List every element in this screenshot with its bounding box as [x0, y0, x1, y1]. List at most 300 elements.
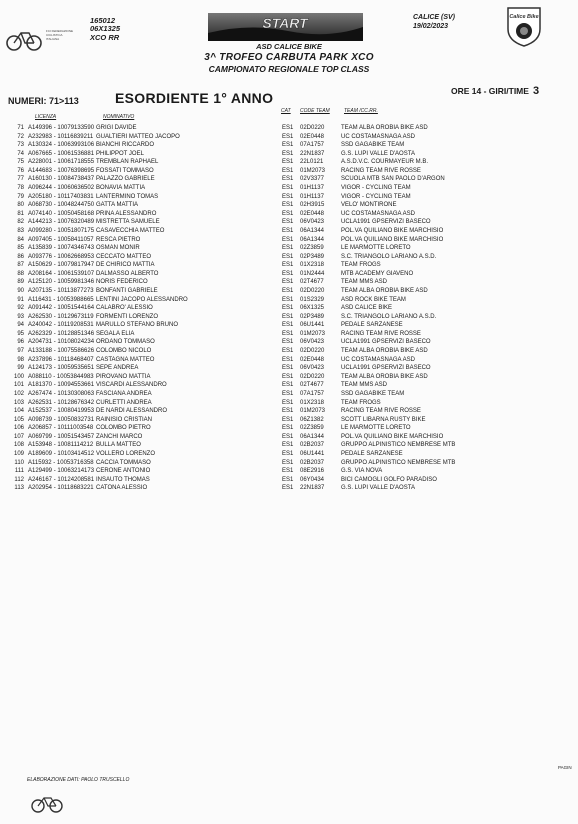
- bib-number: 103: [13, 399, 24, 406]
- team-name: SCOTT LIBARNA RUSTY BIKE: [341, 416, 426, 423]
- bib-number: 95: [17, 330, 24, 337]
- table-row: [0, 167, 578, 176]
- category-code: ES1: [282, 253, 294, 260]
- bib-number: 74: [17, 150, 24, 157]
- licence-code: A069799 - 10051543457: [28, 433, 95, 440]
- category-code: ES1: [282, 193, 294, 200]
- licence-code: A124173 - 10059535651: [28, 365, 95, 372]
- rider-name: BONFANTI GABRIELE: [96, 287, 158, 294]
- start-banner-text: START: [262, 15, 308, 31]
- table-row: [0, 321, 578, 330]
- team-code: 02V3377: [300, 176, 325, 183]
- team-name: TEAM MMS ASD: [341, 279, 388, 286]
- rider-name: MARULLO STEFANO BRUNO: [96, 322, 179, 329]
- licence-code: A228001 - 10061718555: [28, 159, 95, 166]
- rider-name: RAINISIO CRISTIAN: [96, 416, 153, 423]
- bib-number: 111: [14, 468, 24, 475]
- column-header-team: TEAM /CC.RR.: [344, 108, 378, 114]
- team-name: TEAM ALBA OROBIA BIKE ASD: [341, 125, 428, 131]
- licence-code: A202954 - 10118683221: [28, 485, 94, 492]
- team-code: 02B2037: [300, 442, 325, 449]
- team-name: G.S. VIA NOVA: [341, 468, 383, 475]
- bib-number: 79: [17, 193, 24, 200]
- team-code: 22N1837: [300, 150, 325, 157]
- bib-number: 84: [17, 236, 24, 243]
- rider-name: VISCARDI ALESSANDRO: [96, 382, 167, 389]
- category-title: ESORDIENTE 1° ANNO: [115, 90, 274, 106]
- team-code: 01M2073: [300, 167, 326, 174]
- rider-name: BULLA MATTEO: [96, 442, 141, 449]
- table-row: [0, 124, 578, 133]
- rider-name: CURLETTI ANDREA: [96, 399, 152, 406]
- team-code: 07A1757: [300, 390, 325, 397]
- rider-name: CASAVECCHIA MATTEO: [96, 227, 165, 234]
- category-code: ES1: [282, 150, 294, 157]
- category-code: ES1: [282, 210, 294, 217]
- licence-code: A150629 - 10079817947: [28, 262, 95, 269]
- team-code: 22L0121: [300, 159, 324, 166]
- team-name: VIGOR - CYCLING TEAM: [341, 193, 411, 200]
- bib-number: 73: [17, 142, 24, 149]
- licence-code: A205180 - 10117403831: [28, 193, 94, 200]
- category-code: ES1: [282, 279, 294, 286]
- rider-name: PRINA ALESSANDRO: [96, 210, 157, 217]
- table-row: [0, 407, 578, 416]
- event-location-date: [413, 14, 455, 31]
- event-code: 165012: [90, 16, 116, 25]
- table-row: [0, 484, 578, 493]
- team-name: POL.VA QUILIANO BIKE MARCHISIO: [341, 227, 444, 234]
- column-header-code-team: CODE TEAM: [300, 108, 330, 114]
- table-row: [0, 287, 578, 296]
- rider-name: DE CHIRICO MATTIA: [96, 262, 155, 269]
- table-row: [0, 270, 578, 279]
- rider-name: CACCIA TOMMASO: [96, 459, 151, 466]
- event-title: 3^ TROFEO CARBUTA PARK XCO: [204, 52, 374, 63]
- team-code: 06V0423: [300, 219, 325, 226]
- category-code: ES1: [282, 270, 294, 277]
- table-row: [0, 304, 578, 313]
- category-code: ES1: [282, 459, 294, 466]
- table-row: [0, 416, 578, 425]
- start-time-label: ORE 14 - GIRI/TIME: [451, 86, 529, 96]
- bib-number: 77: [17, 176, 24, 183]
- rider-name: PIROVANO MATTIA: [96, 373, 151, 380]
- rider-name: GATTA MATTIA: [96, 202, 138, 209]
- category-code: ES1: [282, 245, 294, 252]
- column-header-cat: CAT: [281, 108, 291, 114]
- table-row: [0, 450, 578, 459]
- bib-number: 97: [17, 348, 24, 355]
- team-name: TEAM FROGS: [341, 399, 381, 406]
- team-name: S.C. TRIANGOLO LARIANO A.S.D.: [341, 313, 437, 320]
- table-row: [0, 347, 578, 356]
- bib-number: 87: [17, 262, 24, 269]
- team-code: 02H3915: [300, 202, 325, 209]
- category-code: ES1: [282, 408, 294, 415]
- licence-code: A125120 - 10059981346: [28, 279, 95, 286]
- team-code: 02P3489: [300, 253, 325, 260]
- team-name: UC COSTAMASNAGA ASD: [341, 356, 415, 363]
- team-code: 06V0423: [300, 365, 325, 372]
- team-code: 01X2318: [300, 262, 325, 269]
- rider-name: SEPE ANDREA: [96, 365, 139, 372]
- table-row: [0, 184, 578, 193]
- team-name: PEDALE SARZANESE: [341, 322, 403, 329]
- team-code: 02E0448: [300, 356, 325, 363]
- table-row: [0, 433, 578, 442]
- team-name: LE MARMOTTE LORETO: [341, 245, 411, 252]
- category-code: ES1: [282, 287, 294, 294]
- team-code: 02D0220: [300, 287, 325, 294]
- table-row: [0, 399, 578, 408]
- table-row: [0, 459, 578, 468]
- licence-code: A067665 - 10061536881: [28, 150, 95, 157]
- team-name: G.S. LUPI VALLE D'AOSTA: [341, 150, 415, 157]
- rider-name: GRIGI DAVIDE: [96, 125, 137, 131]
- team-code: 06U1441: [300, 450, 325, 457]
- table-row: [0, 338, 578, 347]
- team-code: 02Z3859: [300, 245, 324, 252]
- bib-number: 76: [17, 167, 24, 174]
- team-code: 02E0448: [300, 210, 325, 217]
- team-name: SSD GAGABIKE TEAM: [341, 390, 405, 397]
- table-row: [0, 356, 578, 365]
- licence-code: A237896 - 10118468407: [28, 356, 94, 363]
- table-row: [0, 441, 578, 450]
- licence-code: A262329 - 10128851346: [28, 330, 95, 337]
- licence-code: A068730 - 10048244750: [28, 202, 95, 209]
- team-name: LE MARMOTTE LORETO: [341, 425, 411, 432]
- bib-number: 78: [17, 185, 24, 192]
- category-code: ES1: [282, 133, 294, 140]
- licence-code: A115932 - 10053716358: [28, 459, 94, 466]
- rider-name: VOLLERO LORENZO: [96, 450, 156, 457]
- team-code: 02P3489: [300, 313, 325, 320]
- rider-name: COLOMBO PIETRO: [96, 425, 151, 432]
- bib-number: 99: [17, 365, 24, 372]
- bib-number: 113: [14, 485, 24, 492]
- bib-number: 107: [13, 433, 24, 440]
- team-name: TEAM FROGS: [341, 262, 381, 269]
- team-code: 06X1325: [300, 305, 325, 312]
- category-code: ES1: [282, 322, 294, 329]
- rider-name: LANTERMINO TOMAS: [96, 193, 159, 200]
- bib-number: 109: [13, 450, 24, 457]
- team-name: UC COSTAMASNAGA ASD: [341, 210, 415, 217]
- team-name: UCLA1991 GPSERVIZI BASECO: [341, 219, 431, 226]
- category-code: ES1: [282, 339, 294, 346]
- category-code: ES1: [282, 373, 294, 380]
- rider-name: NORIS FEDERICO: [96, 279, 148, 286]
- team-code: 06A1344: [300, 236, 325, 243]
- team-name: GRUPPO ALPINISTICO NEMBRESE MTB: [341, 459, 456, 466]
- bib-number: 108: [13, 442, 24, 449]
- bib-number: 106: [13, 425, 24, 432]
- calice-bike-logo-icon: [505, 5, 543, 47]
- team-name: POL.VA QUILIANO BIKE MARCHISIO: [341, 236, 444, 243]
- licence-code: A208164 - 10061539107: [28, 270, 95, 277]
- bib-number: 91: [17, 296, 24, 303]
- rider-name: CATONA ALESSIO: [96, 485, 148, 492]
- team-name: ASD CALICE BIKE: [341, 305, 393, 312]
- bib-number: 105: [13, 416, 24, 423]
- bib-number: 96: [17, 339, 24, 346]
- licence-code: A207135 - 10113877273: [28, 287, 94, 294]
- licence-code: A153948 - 10081114212: [28, 442, 94, 449]
- licence-code: A152537 - 10080419953: [28, 408, 95, 415]
- team-code: 01H1137: [300, 193, 324, 200]
- table-row: [0, 296, 578, 305]
- category-code: ES1: [282, 202, 294, 209]
- table-row: [0, 201, 578, 210]
- licence-code: A098739 - 10050832731: [28, 416, 95, 423]
- rider-name: PHILIPPOT JOEL: [96, 150, 144, 157]
- table-row: [0, 313, 578, 322]
- licence-code: A246167 - 10124208581: [28, 476, 95, 483]
- rider-name: ZANCHI MARCO: [96, 433, 143, 440]
- rider-name: FORMENTI LORENZO: [96, 313, 159, 320]
- bib-number: 101: [13, 382, 24, 389]
- team-name: ASD ROCK BIKE TEAM: [341, 296, 406, 303]
- rider-name: CASTAGNA MATTEO: [96, 356, 155, 363]
- licence-code: A074140 - 10050458168: [28, 210, 95, 217]
- team-code: 02Z3859: [300, 425, 324, 432]
- licence-code: A189609 - 10103414512: [28, 450, 95, 457]
- bib-number: 75: [17, 159, 24, 166]
- licence-code: A135839 - 10074346743: [28, 245, 95, 252]
- team-name: RACING TEAM RIVE ROSSE: [341, 408, 421, 415]
- table-row: [0, 390, 578, 399]
- team-name: TEAM ALBA OROBIA BIKE ASD: [341, 287, 428, 294]
- table-row: [0, 227, 578, 236]
- team-name: PEDALE SARZANESE: [341, 450, 403, 457]
- table-row: [0, 175, 578, 184]
- category-code: ES1: [282, 485, 294, 492]
- table-row: [0, 261, 578, 270]
- rider-name: GUALTIERI MATTEO JACOPO: [96, 133, 180, 140]
- category-code: ES1: [282, 305, 294, 312]
- category-code: ES1: [282, 296, 294, 303]
- category-code: ES1: [282, 382, 294, 389]
- table-row: [0, 150, 578, 159]
- category-code: ES1: [282, 450, 294, 457]
- rider-name: FASCIANA ANDREA: [96, 390, 152, 397]
- table-row: [0, 244, 578, 253]
- team-code: 01H1137: [300, 185, 324, 192]
- category-code: ES1: [282, 262, 294, 269]
- team-name: RACING TEAM RIVE ROSSE: [341, 167, 421, 174]
- bib-number: 104: [13, 408, 24, 415]
- bib-number: 83: [17, 227, 24, 234]
- bib-range: NUMERI: 71>113: [8, 96, 79, 106]
- licence-code: A116431 - 10053988665: [28, 296, 94, 303]
- licence-code: A160130 - 10084738437: [28, 176, 95, 183]
- licence-code: A262531 - 10128676342: [28, 399, 95, 406]
- start-banner: [208, 13, 363, 41]
- table-row: [0, 467, 578, 476]
- category-code: ES1: [282, 142, 294, 149]
- rider-name: DALMASSO ALBERTO: [96, 270, 159, 277]
- category-code: ES1: [282, 125, 294, 131]
- team-code: 08E2916: [300, 468, 325, 475]
- rider-name: INSAUTO THOMAS: [96, 476, 150, 483]
- bib-number: 93: [17, 313, 24, 320]
- data-credit: ELABORAZIONE DATI: PAOLO TRUSCELLO: [27, 777, 130, 783]
- team-code: 02B2037: [300, 459, 325, 466]
- category-code: ES1: [282, 425, 294, 432]
- fci-footer-logo-icon: [30, 794, 70, 814]
- table-row: [0, 133, 578, 142]
- licence-code: A262530 - 10129673119: [28, 313, 94, 320]
- category-code: ES1: [282, 476, 294, 483]
- rider-name: BIANCHI RICCARDO: [96, 142, 155, 149]
- category-code: ES1: [282, 416, 294, 423]
- category-code: ES1: [282, 313, 294, 320]
- bib-number: 92: [17, 305, 24, 312]
- page-label: PAGIN: [558, 765, 572, 770]
- team-code: 07A1757: [300, 142, 325, 149]
- table-row: [0, 141, 578, 150]
- start-list-table: [0, 124, 578, 493]
- team-name: RACING TEAM RIVE ROSSE: [341, 330, 421, 337]
- table-row: [0, 330, 578, 339]
- team-code: 01X2318: [300, 399, 325, 406]
- table-row: [0, 476, 578, 485]
- bib-number: 112: [14, 476, 24, 483]
- table-row: [0, 278, 578, 287]
- rider-name: OSMAN MONIR: [96, 245, 140, 252]
- event-subtitle: CAMPIONATO REGIONALE TOP CLASS: [208, 64, 370, 74]
- team-code: 06Z1382: [300, 416, 324, 423]
- licence-code: A133188 - 10075586626: [28, 348, 95, 355]
- team-name: G.S. LUPI VALLE D'AOSTA: [341, 485, 415, 492]
- category-code: ES1: [282, 399, 294, 406]
- team-code: 02E0448: [300, 133, 325, 140]
- licence-code: A097405 - 10058411057: [28, 236, 94, 243]
- team-code: 02T4677: [300, 279, 324, 286]
- rider-name: FOSSATI TOMMASO: [96, 167, 154, 174]
- start-time-laps: [451, 85, 539, 97]
- team-code: 01N2444: [300, 270, 325, 277]
- rider-name: PALAZZO GABRIELE: [96, 176, 155, 183]
- team-name: SCUOLA MTB SAN PAOLO D'ARGON: [341, 176, 445, 183]
- category-code: ES1: [282, 227, 294, 234]
- column-header-nominativo: NOMINATIVO: [103, 114, 135, 120]
- rider-name: MISTRETTA SAMUELE: [96, 219, 160, 226]
- licence-code: A096244 - 10060636502: [28, 185, 95, 192]
- rider-name: LENTINI JACOPO ALESSANDRO: [96, 296, 188, 303]
- team-code: 02D0220: [300, 373, 325, 380]
- bib-number: 90: [17, 287, 24, 294]
- licence-code: A232983 - 10116839211: [28, 133, 94, 140]
- licence-code: A206857 - 10111003548: [28, 425, 94, 432]
- bib-number: 81: [17, 210, 24, 217]
- licence-code: A130324 - 10063993106: [28, 142, 95, 149]
- rider-name: DE NARDI ALESSANDRO: [96, 408, 168, 415]
- rider-name: CALABRO' ALESSIO: [96, 305, 153, 312]
- bib-number: 88: [17, 270, 24, 277]
- bib-number: 72: [17, 133, 24, 140]
- club-code: 06X1325: [90, 24, 121, 34]
- team-name: VELO' MONTIRONE: [341, 202, 397, 209]
- team-name: BICI CAMOGLI GOLFO PARADISO: [341, 476, 437, 483]
- rider-name: SEGALA ELIA: [96, 330, 135, 337]
- category-code: ES1: [282, 390, 294, 397]
- bib-number: 94: [17, 322, 24, 329]
- team-code: 01M2073: [300, 330, 326, 337]
- team-code: 06V0423: [300, 339, 325, 346]
- table-row: [0, 236, 578, 245]
- column-header-licenza: LICENZA: [35, 114, 57, 120]
- category-code: ES1: [282, 185, 294, 192]
- team-code: 22N1837: [300, 485, 325, 492]
- licence-code: A204731 - 10108024234: [28, 339, 95, 346]
- event-date: 19/02/2023: [413, 22, 449, 30]
- event-codes: [90, 17, 120, 42]
- team-name: POL.VA QUILIANO BIKE MARCHISIO: [341, 433, 444, 440]
- licence-code: A129499 - 10063214173: [28, 468, 95, 475]
- licence-code: A091442 - 10051544164: [28, 305, 95, 312]
- team-name: SSD GAGABIKE TEAM: [341, 142, 405, 149]
- club-logo-text: Calice Bike: [509, 14, 539, 20]
- bib-number: 80: [17, 202, 24, 209]
- table-row: [0, 158, 578, 167]
- team-code: 02D0220: [300, 125, 325, 131]
- team-name: UCLA1991 GPSERVIZI BASECO: [341, 339, 431, 346]
- organizer: ASD CALICE BIKE: [256, 42, 322, 51]
- category-code: ES1: [282, 167, 294, 174]
- licence-code: A181370 - 10094553661: [28, 382, 95, 389]
- team-name: UC COSTAMASNAGA ASD: [341, 133, 415, 140]
- rider-name: CERONE ANTONIO: [96, 468, 151, 475]
- bib-number: 98: [17, 356, 24, 363]
- team-name: UCLA1991 GPSERVIZI BASECO: [341, 365, 431, 372]
- bib-number: 85: [17, 245, 24, 252]
- event-location: CALICE (SV): [413, 14, 455, 21]
- category-code: ES1: [282, 442, 294, 449]
- team-code: 06A1344: [300, 433, 325, 440]
- team-name: A.S.D.V.C. COURMAYEUR M.B.: [341, 159, 429, 166]
- table-row: [0, 253, 578, 262]
- table-row: [0, 210, 578, 219]
- licence-code: A144683 - 10076398695: [28, 167, 95, 174]
- category-code: ES1: [282, 468, 294, 475]
- category-code: ES1: [282, 348, 294, 355]
- team-name: TEAM ALBA OROBIA BIKE ASD: [341, 373, 428, 380]
- team-code: 06A1344: [300, 227, 325, 234]
- licence-code: A093776 - 10062668953: [28, 253, 95, 260]
- bib-number: 102: [13, 390, 24, 397]
- licence-code: A149396 - 10079133590: [28, 125, 95, 131]
- team-code: 02D0220: [300, 348, 325, 355]
- laps-count: 3: [532, 85, 540, 97]
- bib-number: 100: [13, 373, 24, 380]
- team-code: 01S2329: [300, 296, 325, 303]
- rider-name: RESCA PIETRO: [96, 236, 141, 243]
- category-code: ES1: [282, 236, 294, 243]
- rider-name: ORDANO TOMMASO: [96, 339, 155, 346]
- table-row: [0, 364, 578, 373]
- bib-number: 89: [17, 279, 24, 286]
- category-code: ES1: [282, 176, 294, 183]
- team-name: VIGOR - CYCLING TEAM: [341, 185, 411, 192]
- category-code: ES1: [282, 219, 294, 226]
- rider-name: TREMBLAN RAPHAEL: [96, 159, 159, 166]
- team-code: 01M2073: [300, 408, 326, 415]
- bib-number: 82: [17, 219, 24, 226]
- table-row: [0, 373, 578, 382]
